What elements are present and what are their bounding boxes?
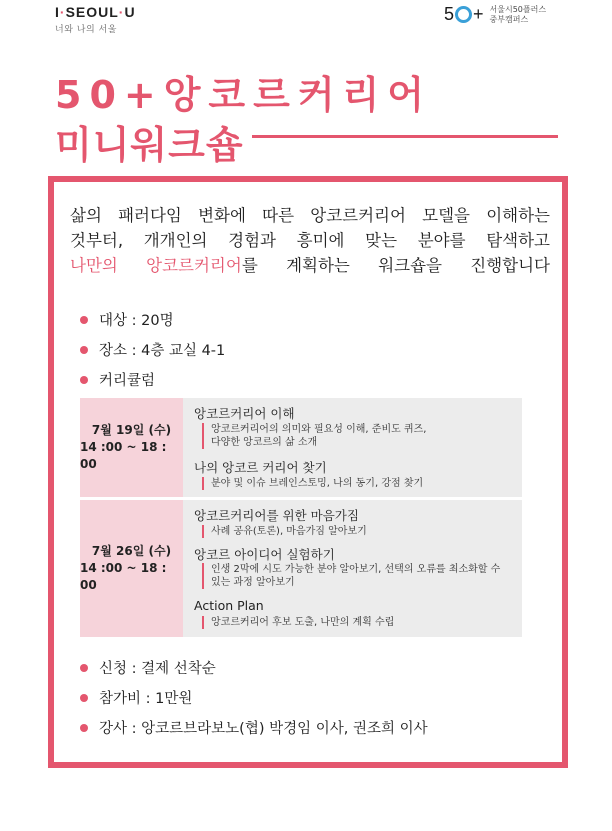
schedule-time: 14 :00 ~ 18 : 00 (80, 440, 167, 471)
schedule-item-detail (202, 616, 516, 629)
bullet-dot-icon (80, 346, 88, 354)
detail-line: 있는 과정 알아보기 (211, 577, 295, 588)
schedule-item-title: Action Plan (194, 598, 264, 613)
intro-line-2: 것부터, 개개인의 경험과 흥미에 맞는 분야를 탐색하고 (70, 231, 550, 250)
schedule-item-detail (202, 563, 516, 589)
info-fee (80, 687, 192, 708)
info-fee-text: 참가비 : 1만원 (99, 691, 193, 707)
info-apply (80, 657, 216, 678)
seoul-logo-dot: · (118, 4, 125, 20)
page-title-line1: 50+앙코르커리어 (55, 73, 432, 117)
campus-logo-mark (444, 4, 484, 25)
seoul-slogan: 너와 나의 서울 (55, 25, 117, 35)
bullet-dot-icon (80, 664, 88, 672)
info-instructor-text: 강사 : 앙코르브라보노(협) 박경임 이사, 권조희 이사 (99, 721, 428, 737)
info-instructor (80, 717, 428, 738)
detail-line: 앙코르커리어 후보 도출, 나만의 계획 수립 (211, 617, 395, 628)
schedule-item-title: 앙코르커리어 이해 (194, 406, 295, 421)
seoul-logo-text: I·SEOUL·U (55, 4, 136, 20)
campus-ring-icon (455, 6, 472, 23)
schedule-item-title: 앙코르 아이디어 실험하기 (194, 547, 335, 562)
title-divider (252, 135, 558, 138)
campus-names (490, 5, 547, 25)
bullet-dot-icon (80, 376, 88, 384)
campus-logo (444, 4, 546, 25)
schedule-date-cell (80, 500, 183, 637)
seoul-logo-dot: · (59, 4, 66, 20)
info-place-text: 장소 : 4층 교실 4-1 (99, 343, 226, 359)
info-curriculum-text: 커리큘럼 (99, 373, 156, 389)
schedule-date: 7월 26일 (수) (91, 544, 172, 558)
schedule-date-cell (80, 398, 183, 497)
info-curriculum (80, 369, 155, 390)
detail-line: 분야 및 이슈 브레인스토밍, 나의 동기, 강점 찾기 (211, 478, 424, 489)
schedule-date: 7월 19일 (수) (91, 423, 172, 437)
intro-highlight: 나만의 앙코르커리어 (70, 256, 242, 275)
campus-logo-five: 5 (444, 4, 455, 24)
campus-name-1: 서울시50플러스 (489, 4, 547, 14)
schedule-block-1 (80, 398, 522, 497)
detail-line: 앙코르커리어의 의미와 필요성 이해, 준비도 퀴즈, (211, 424, 427, 435)
info-apply-text: 신청 : 결제 선착순 (99, 661, 216, 677)
intro-line-3-rest: 를 계획하는 워크숍을 진행합니다 (241, 256, 550, 275)
intro-text (70, 203, 550, 278)
page-title-line2: 미니워크숍 (55, 123, 244, 167)
seoul-logo (55, 4, 136, 35)
detail-line: 사례 공유(토론), 마음가짐 알아보기 (211, 526, 367, 537)
schedule-item-detail (202, 525, 516, 538)
schedule-time: 14 :00 ~ 18 : 00 (80, 561, 167, 592)
info-target-text: 대상 : 20명 (99, 313, 174, 329)
info-place (80, 339, 225, 360)
campus-name-2: 중부캠퍼스 (489, 14, 529, 24)
campus-logo-plus: + (473, 4, 484, 24)
bullet-dot-icon (80, 316, 88, 324)
bullet-dot-icon (80, 694, 88, 702)
detail-line: 인생 2막에 시도 가능한 분야 알아보기, 선택의 오류를 최소화할 수 (211, 564, 501, 575)
intro-line-3 (70, 253, 550, 278)
schedule-item-title: 앙코르커리어를 위한 마음가짐 (194, 508, 359, 523)
intro-line-1: 삶의 패러다임 변화에 따른 앙코르커리어 모델을 이해하는 (70, 206, 550, 225)
schedule-item-title: 나의 앙코르 커리어 찾기 (194, 460, 327, 475)
schedule-item-detail (202, 477, 516, 490)
schedule-block-2 (80, 500, 522, 637)
schedule-item-detail (202, 423, 516, 449)
bullet-dot-icon (80, 724, 88, 732)
detail-line: 다양한 앙코르의 삶 소개 (211, 437, 318, 448)
info-target (80, 309, 174, 330)
